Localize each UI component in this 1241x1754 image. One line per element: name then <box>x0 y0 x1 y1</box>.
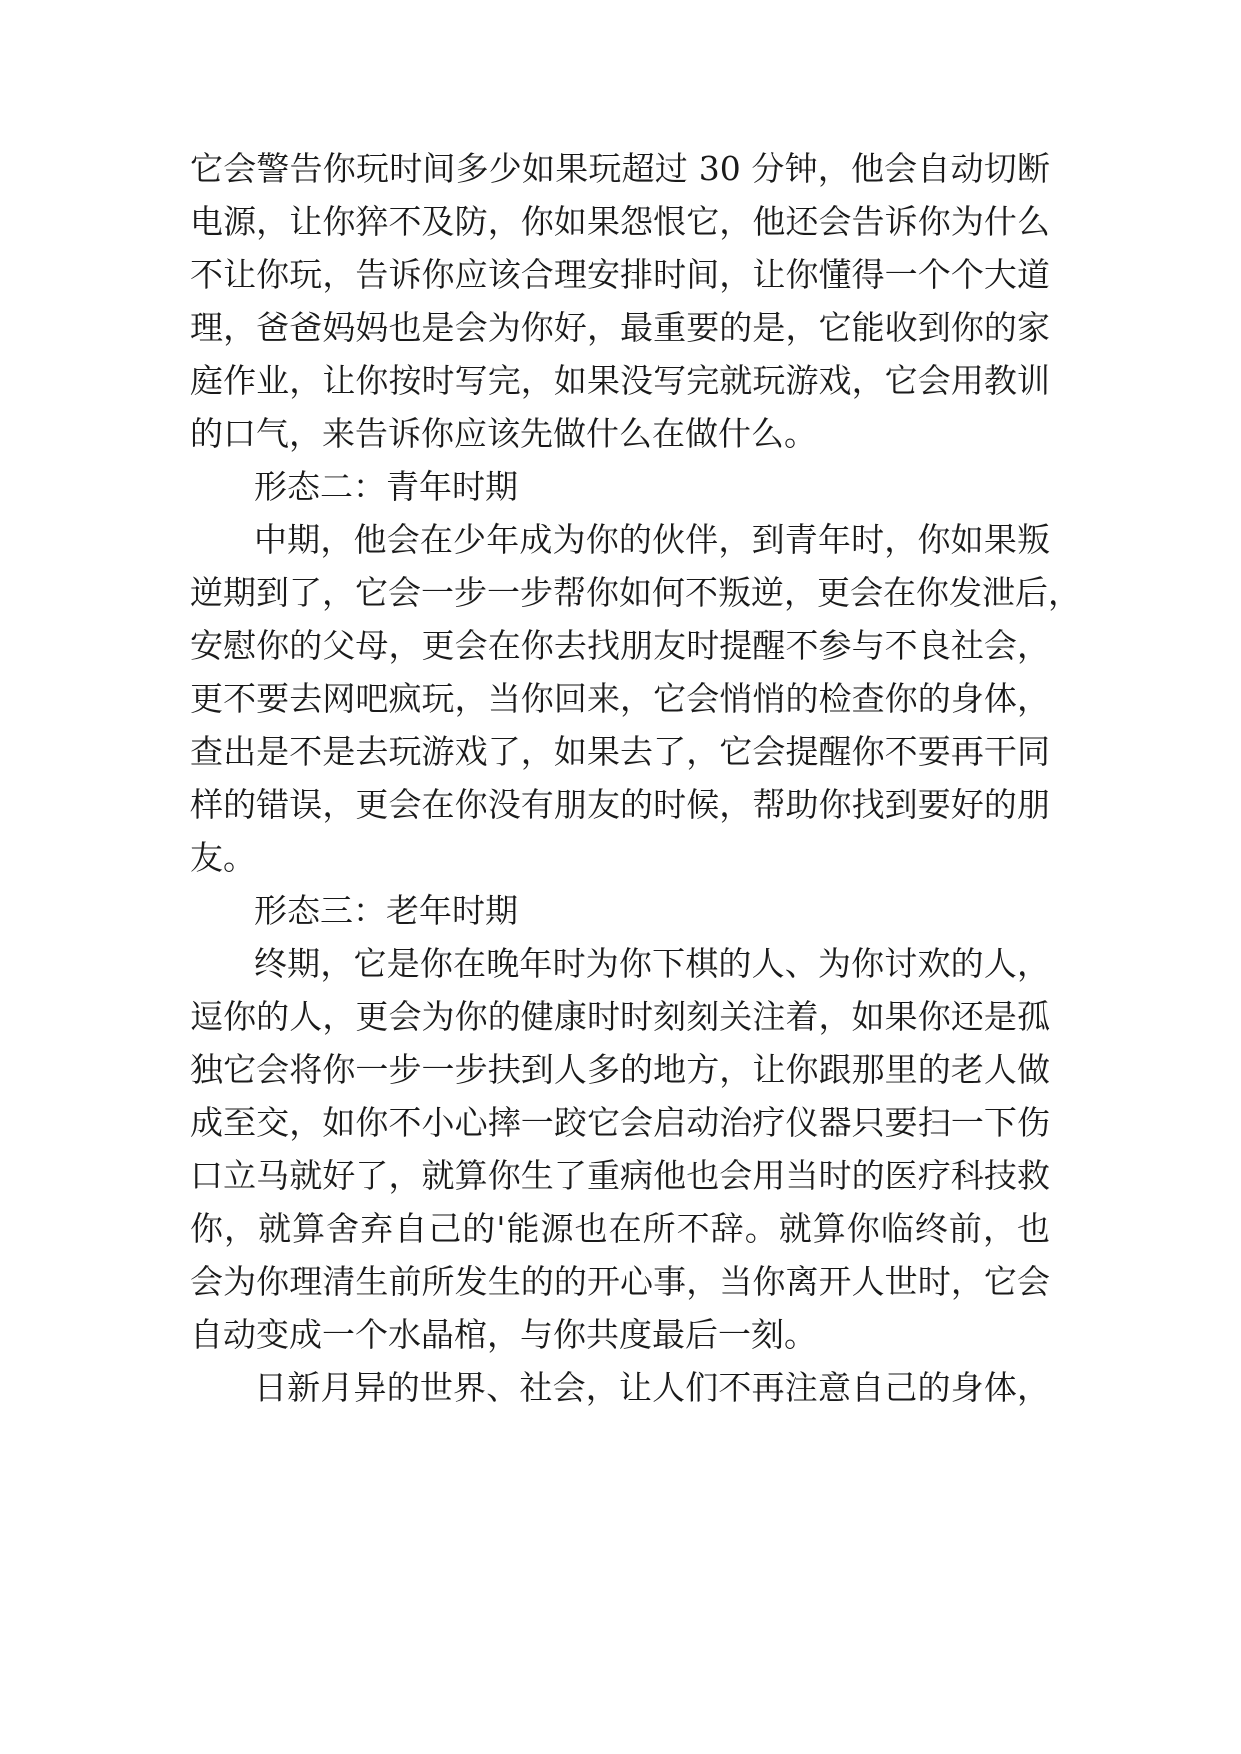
text-line: 庭作业，让你按时写完，如果没写完就玩游戏，它会用教训 <box>190 361 1050 400</box>
text-line: 成至交，如你不小心摔一跤它会启动治疗仪器只要扫一下伤 <box>190 1103 1050 1142</box>
text-line: 口立马就好了，就算你生了重病他也会用当时的医疗科技救 <box>190 1156 1050 1195</box>
text-line: 理，爸爸妈妈也是会为你好，最重要的是，它能收到你的家 <box>190 308 1050 347</box>
text-line: 你，就算舍弃自己的'能源也在所不辞。就算你临终前，也 <box>190 1209 1050 1248</box>
text-line: 的口气，来告诉你应该先做什么在做什么。 <box>190 414 817 453</box>
text-line: 逗你的人，更会为你的健康时时刻刻关注着，如果你还是孤 <box>190 997 1050 1036</box>
text-line: 电源，让你猝不及防，你如果怨恨它，他还会告诉你为什么 <box>190 202 1050 241</box>
text-line: 终期，它是你在晚年时为你下棋的人、为你讨欢的人， <box>254 944 1050 983</box>
text-line: 友。 <box>190 838 256 877</box>
text-line: 自动变成一个水晶棺，与你共度最后一刻。 <box>190 1315 817 1354</box>
section-heading: 形态三：老年时期 <box>254 891 518 930</box>
text-line: 中期，他会在少年成为你的伙伴，到青年时，你如果叛 <box>254 520 1050 559</box>
section-heading: 形态二：青年时期 <box>254 467 518 506</box>
text-line: 它会警告你玩时间多少如果玩超过 30 分钟，他会自动切断 <box>190 149 1050 188</box>
text-line: 样的错误，更会在你没有朋友的时候，帮助你找到要好的朋 <box>190 785 1050 824</box>
text-line: 日新月异的世界、社会，让人们不再注意自己的身体， <box>254 1368 1050 1407</box>
text-line: 独它会将你一步一步扶到人多的地方，让你跟那里的老人做 <box>190 1050 1050 1089</box>
text-line: 会为你理清生前所发生的的开心事，当你离开人世时，它会 <box>190 1262 1050 1301</box>
text-line: 安慰你的父母，更会在你去找朋友时提醒不参与不良社会， <box>190 626 1050 665</box>
text-line: 更不要去网吧疯玩，当你回来，它会悄悄的检查你的身体， <box>190 679 1050 718</box>
text-line: 不让你玩，告诉你应该合理安排时间，让你懂得一个个大道 <box>190 255 1050 294</box>
text-line: 查出是不是去玩游戏了，如果去了，它会提醒你不要再干同 <box>190 732 1050 771</box>
text-line: 逆期到了，它会一步一步帮你如何不叛逆，更会在你发泄后， <box>190 573 1081 612</box>
